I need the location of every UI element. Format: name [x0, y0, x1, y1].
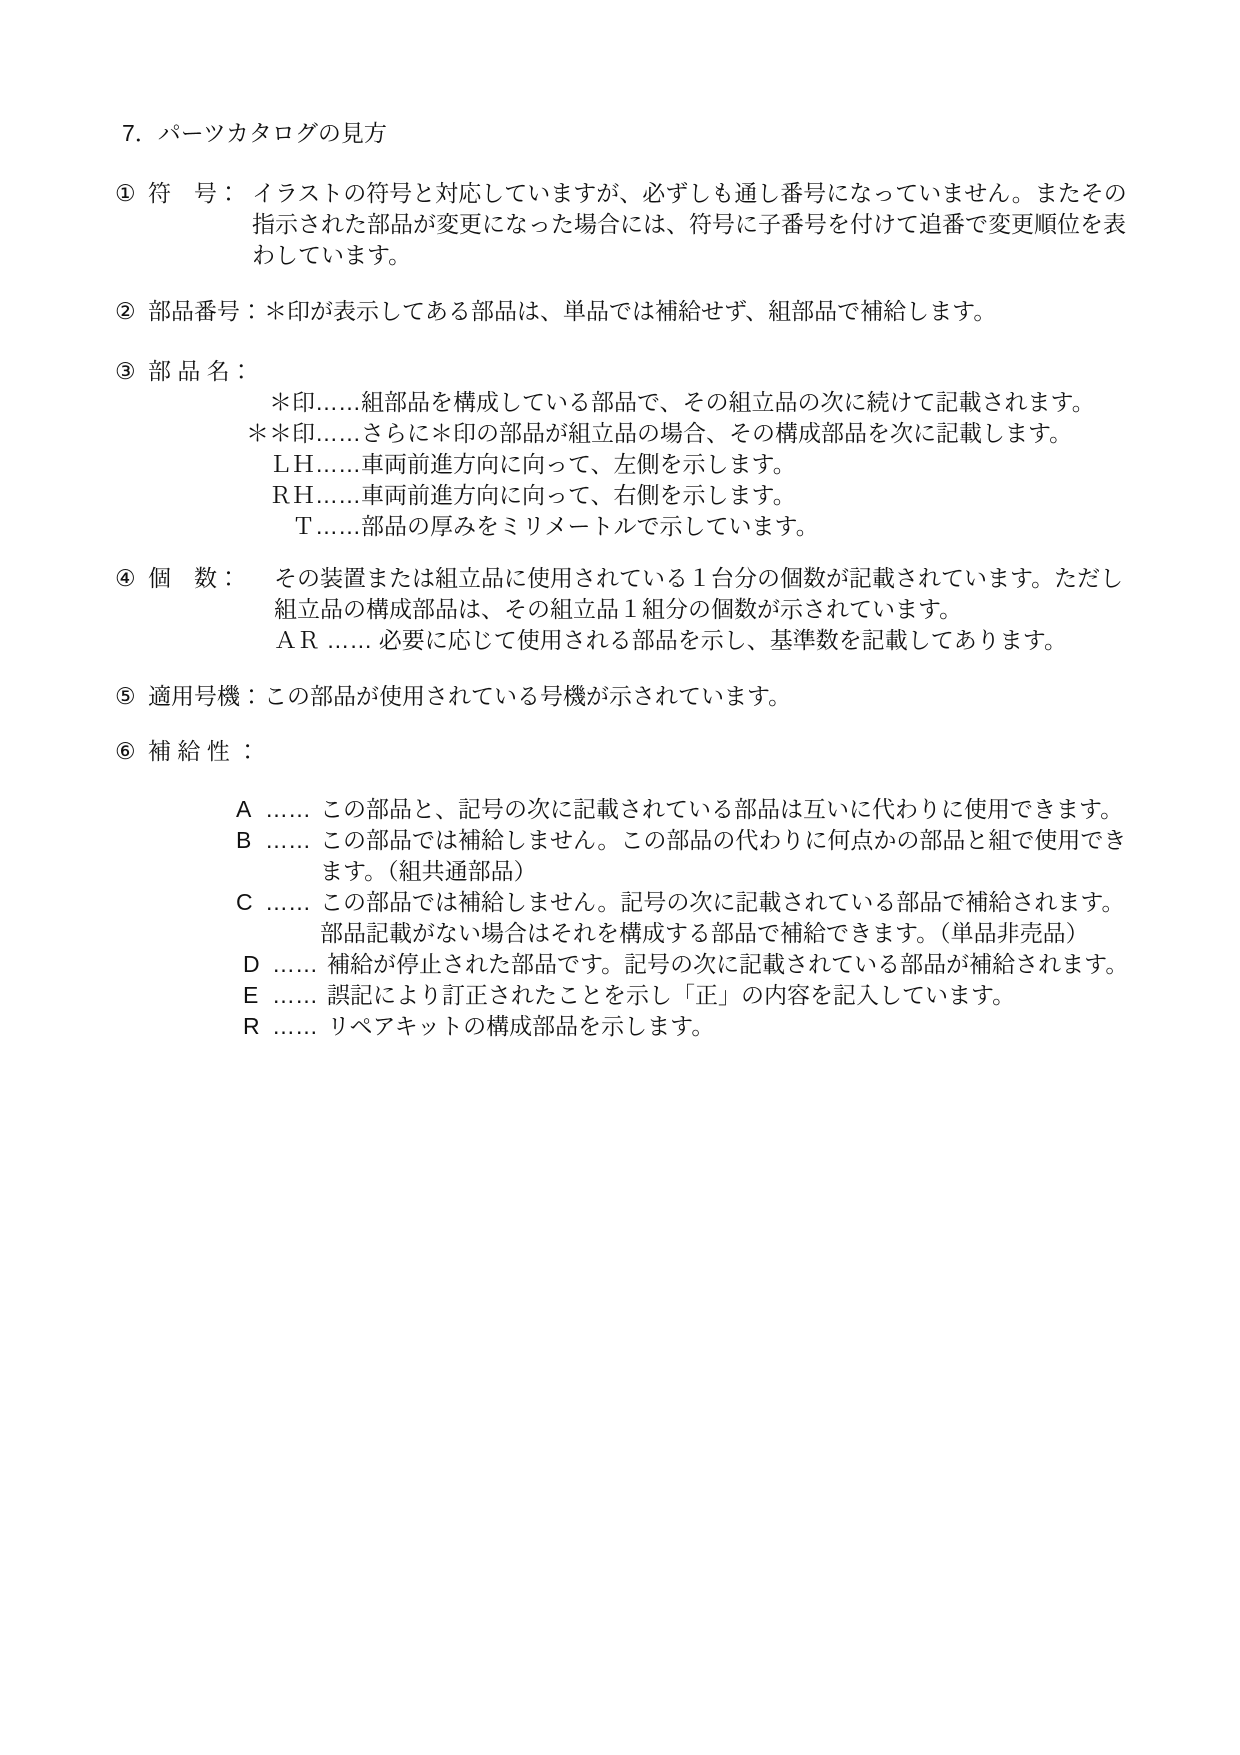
supply-code-desc: リペアキットの構成部品を示します。	[327, 1013, 715, 1039]
circled-number-1: ①	[115, 180, 136, 206]
supply-code-row	[236, 825, 1140, 887]
leader-dots: ……	[265, 827, 311, 853]
circled-number-5: ⑤	[115, 683, 136, 709]
supply-code-letter: C	[236, 889, 253, 915]
leader-dots: ……	[272, 951, 318, 977]
section-symbol-body: イラストの符号と対応していますが、必ずしも通し番号になっていません。またその指示された部品が変更になった場合には、符号に子番号を付けて追番で変更順位を表わしています。	[252, 180, 1127, 268]
circled-number-4: ④	[115, 565, 136, 591]
section-applicable-serial-body: この部品が使用されている号機が示されています。	[264, 683, 792, 709]
circled-number-2: ②	[115, 298, 136, 324]
definition-term: ＲＨ	[269, 482, 315, 508]
definition-desc: さらに＊印の部品が組立品の場合、その構成部品を次に記載します。	[361, 420, 1073, 446]
leader-dots: ……	[315, 482, 361, 508]
supply-code-row	[236, 794, 1140, 825]
leader-dots: ……	[265, 889, 311, 915]
section-applicable-serial	[115, 681, 1140, 712]
section-part-number	[115, 296, 1140, 327]
supply-code-letter: A	[236, 796, 252, 822]
leader-dots: ……	[265, 796, 311, 822]
supply-code-desc: この部品と、記号の次に記載されている部品は互いに代わりに使用できます。	[320, 796, 1124, 822]
leader-dots: ……	[315, 513, 361, 539]
circled-number-3: ③	[115, 358, 136, 384]
section-symbol	[115, 178, 1140, 271]
definition-row	[115, 511, 1140, 542]
definition-desc: 部品の厚みをミリメートルで示しています。	[361, 513, 819, 539]
section-quantity-ar-note: ＡＲ …… 必要に応じて使用される部品を示し、基準数を記載してあります。	[274, 627, 1067, 653]
section-quantity-label: 個 数：	[148, 565, 240, 591]
supply-code-list	[236, 794, 1140, 1042]
supply-code-row	[236, 949, 1140, 980]
supply-code-desc: この部品では補給しません。記号の次に記載されている部品で補給されます。部品記載がない場合はそれを構成する部品で補給できます。（単品非売品）	[320, 889, 1125, 946]
section-part-name-heading	[115, 356, 1140, 387]
section-supply-status-heading	[115, 736, 1140, 767]
section-part-number-label: 部品番号：	[148, 298, 263, 324]
supply-code-desc: 誤記により訂正されたことを示し「正」の内容を記入しています。	[327, 982, 1016, 1008]
definition-row	[115, 418, 1140, 449]
definition-term: ＊＊印	[246, 420, 315, 446]
leader-dots: ……	[272, 982, 318, 1008]
leader-dots: ……	[315, 389, 361, 415]
definition-row	[115, 480, 1140, 511]
supply-code-desc: 補給が停止された部品です。記号の次に記載されている部品が補給されます。	[327, 951, 1129, 977]
leader-dots: ……	[272, 1013, 318, 1039]
section-supply-status	[115, 736, 1140, 1042]
section-quantity	[115, 563, 1140, 656]
definition-desc: 車両前進方向に向って、右側を示します。	[361, 482, 796, 508]
supply-code-letter: D	[243, 951, 260, 977]
circled-number-6: ⑥	[115, 738, 136, 764]
section-part-number-body: ＊印が表示してある部品は、単品では補給せず、組部品で補給します。	[264, 298, 997, 324]
section-supply-status-label: 補 給 性 ：	[148, 738, 260, 764]
definition-term: Ｔ	[292, 513, 315, 539]
leader-dots: ……	[315, 451, 361, 477]
definition-desc: 組部品を構成している部品で、その組立品の次に続けて記載されます。	[361, 389, 1095, 415]
section-part-name-label: 部 品 名：	[148, 358, 253, 384]
definition-row	[115, 449, 1140, 480]
definition-row	[115, 387, 1140, 418]
leader-dots: ……	[315, 420, 361, 446]
section-applicable-serial-label: 適用号機：	[148, 683, 263, 709]
supply-code-row	[236, 980, 1140, 1011]
supply-code-letter: E	[243, 982, 259, 1008]
section-symbol-label: 符 号：	[148, 180, 240, 206]
supply-code-row	[236, 887, 1140, 949]
supply-code-letter: B	[236, 827, 252, 853]
part-name-definition-list	[115, 387, 1140, 542]
definition-term: ＬＨ	[269, 451, 315, 477]
definition-term: ＊印	[269, 389, 315, 415]
section-quantity-body: その装置または組立品に使用されている１台分の個数が記載されています。ただし組立品の構成部品は、その組立品１組分の個数が示されています。	[274, 565, 1124, 622]
supply-code-letter: R	[243, 1013, 260, 1039]
page-content	[115, 118, 1140, 1042]
section-part-name	[115, 356, 1140, 542]
definition-desc: 車両前進方向に向って、左側を示します。	[361, 451, 796, 477]
supply-code-desc: この部品では補給しません。この部品の代わりに何点かの部品と組で使用できます。（組共通部品）	[320, 827, 1127, 884]
page-title: 7．パーツカタログの見方	[122, 120, 387, 146]
supply-code-row	[236, 1011, 1140, 1042]
